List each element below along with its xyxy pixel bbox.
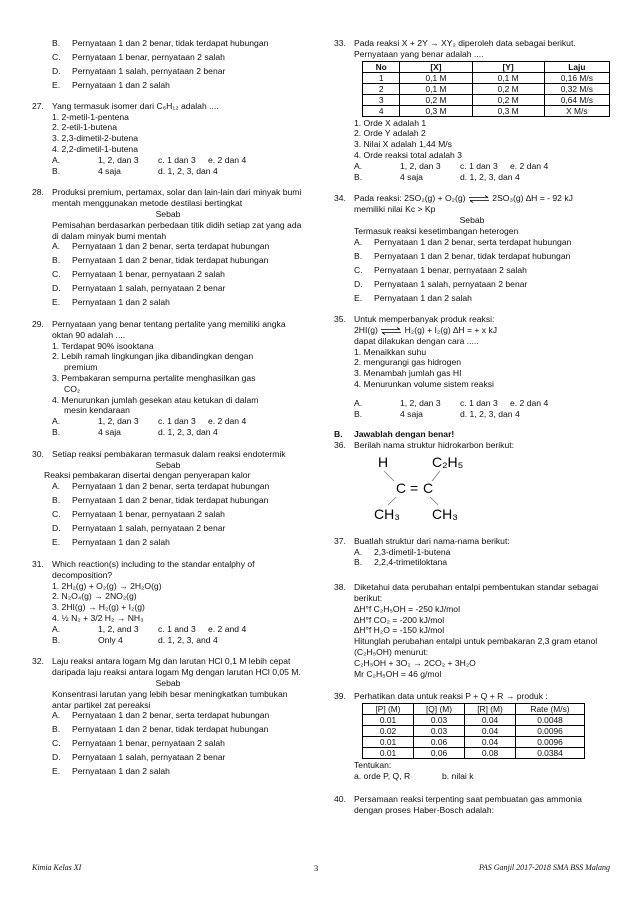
question-37: 37. Buatlah struktur dari nama-nama berikut: A. 2,3-dimetil-1-butena B. 2,2,4-trimetiloktana [334, 535, 510, 568]
rate-table-39: [P] (M) [Q] (M) [R] (M) Rate (M/s) 0.01 0.03 0.04 0.0048 0.02 0.03 0.04 0.0096 0.01 0.06 0.04 0.0096 0.01 0.06 0.08 0.0384 [362, 703, 585, 759]
structure-h: H [378, 454, 389, 471]
footer-right: PAS Ganjil 2017-2018 SMA BSS Malang [478, 863, 610, 872]
question-30: 30. Setiap reaksi pembakaran termasuk dalam reaksi endotermik Sebab Reaksi pembakaran disertai dengan penyerapan kalor A. Pernyataan 1 dan 2 benar, serta terdapat hubungan B. Pernyataan 1 dan 2 benar, tidak terdapat hubungan C. Pernyataan 1 benar, pernyataan 2 salah D. Pernyataan 1 salah, pernyataan 2 benar E. Pernyataan 1 dan 2 salah [32, 448, 286, 548]
structure-c-left: C [396, 480, 407, 497]
structure-double-bond: = [410, 480, 419, 497]
structure-c2h5: C₂H₅ [432, 454, 464, 471]
question-31: 31. Which reaction(s) including to the standar entalphy of decomposition? 1. 2H₂(g) + O₂(g) → 2H₂O(g) 2. N₂O₄(g) → 2NO₂(g) 3. 2HI(g) → H₂(g) + I₂(g) 4. ½ N₂ + 3/2 H₂ → NH₃ A. 1, 2, and 3 c. 1 and 3 e. 2 and 4 B. Only 4 d. 1, 2, 3, and 4 [32, 558, 255, 645]
question-39: 39. Perhatikan data untuk reaksi P + Q + R → produk : [P] (M) [Q] (M) [R] (M) Rate (M/s) 0.01 0.03 0.04 0.0048 0.02 0.03 0.04 0.0096 0.01 0.06 0.04 0.0096 0.01 0.06 0.08 0.0384 Tentukan: a. orde P, Q, R b. nilai k [334, 691, 610, 781]
question-27: 27. Yang termasuk isomer dari C₆H₁₂ adalah .... 1. 2-metil-1-pentena 2. 2-etil-1-butena 3. 2,3-dimetil-2-butena 4. 2,2-dimetil-1-butena A. 1, 2, dan 3 c. 1 dan 3 e. 2 dan 4 B. 4 saja d. 1, 2, 3, dan 4 [32, 101, 304, 177]
structure-c-right: C [423, 480, 434, 497]
question-38: 38. Diketahui data perubahan entalpi pembentukan standar sebagai berikut: ∆H°f C₂H₅OH = -250 kJ/mol ∆H°f CO₂ = -200 kJ/mol ∆H°f H₂O = -150 kJ/mol Hitunglah perubahan entalpi untuk pembakaran 2,3 gram etanol (C₂H₅OH) menurut: C₂H₅OH + 3O₂ → 2CO₂ + 3H₂O Mr C₂H₅OH = 46 g/mol [334, 582, 599, 679]
question-40: 40. Persamaan reaksi terpenting saat pembuatan gas ammonia dengan proses Haber-Bosch adalah: [334, 793, 582, 815]
section-b-heading: B. Jawablah dengan benar! [334, 429, 455, 440]
bond-line [432, 471, 440, 481]
question-34: 34. Pada reaksi: 2SO₂(g) + O₂(g) 2SO₃(g) ∆H = - 92 kJ memiliki nilai Kc > Kp Sebab Termasuk reaksi kesetimbangan heterogen A. Pernyataan 1 dan 2 benar, serta terdapat hubungan B. Pernyataan 1 dan 2 benar, tidak terdapat hubungan C. Pernyataan 1 benar, pernyataan 2 salah D. Pernyataan 1 salah, pernyataan 2 benar E. Pernyataan 1 dan 2 salah [334, 193, 573, 303]
bond-line [430, 497, 438, 505]
answer-row-b: B. 4 saja d. 1, 2, 3, dan 4 [52, 165, 218, 176]
equilibrium-arrow-icon [380, 327, 402, 335]
right-column [334, 38, 610, 824]
question-26-tail: B. Pernyataan 1 dan 2 benar, tidak terdapat hubungan C. Pernyataan 1 benar, pernyataan 2 salah D. Pernyataan 1 salah, pernyataan 2 benar E. Pernyataan 1 dan 2 salah [52, 38, 269, 90]
left-column [32, 38, 304, 786]
hydrocarbon-structure [374, 453, 504, 523]
bond-line [384, 471, 394, 481]
answer-row-a: A. 1, 2, dan 3 c. 1 dan 3 e. 2 dan 4 [52, 154, 247, 165]
structure-ch3-right: CH₃ [432, 506, 458, 523]
question-36: 36. Berilah nama struktur hidrokarbon berikut: H C₂H₅ C = C CH₃ CH₃ [334, 440, 515, 523]
equilibrium-arrow-icon [468, 195, 490, 203]
question-28: 28. Produksi premium, pertamax, solar dan lain-lain dari minyak bumi mentah menggunakan metode destilasi bertingkat Sebab Pemisahan berdasarkan perbedaan titik didih setiap zat yang ada di dalam minyak bumi mentah A. Pernyataan 1 dan 2 benar, serta terdapat hubungan B. Pernyataan 1 dan 2 benar, tidak terdapat hubungan C. Pernyataan 1 benar, pernyataan 2 salah D. Pernyataan 1 salah, pernyataan 2 benar E. Pernyataan 1 dan 2 salah [32, 187, 302, 308]
question-33: 33. Pada reaksi X + 2Y → XY₂ diperoleh data sebagai berikut. Pernyataan yang benar adalah .... No [X] [Y] Laju 1 0,1 M 0,1 M 0,16 M/s 2 0,1 M 0,2 M 0,32 M/s 3 0,2 M 0,2 M 0,64 M/s 4 0,3 M 0,3 M X M/s 1. Orde X adalah 1 2. Orde Y adalah 2 3. Nilai X adalah 1,44 M/s 4. Orde reaksi total adalah 3 A. 1, 2, dan 3 c. 1 dan 3 e. 2 dan 4 B. 4 saja d. 1, 2, 3, dan 4 [334, 38, 610, 182]
page-number: 3 [314, 863, 319, 873]
bond-line [388, 497, 396, 505]
rate-table-33: No [X] [Y] Laju 1 0,1 M 0,1 M 0,16 M/s 2 0,1 M 0,2 M 0,32 M/s 3 0,2 M 0,2 M 0,64 M/s 4 0,3 M 0,3 M X M/s [362, 61, 610, 117]
question-32: 32. Laju reaksi antara logam Mg dan larutan HCl 0,1 M lebih cepat daripada laju reaksi antara logam Mg dengan larutan HCl 0,05 M. Sebab Konsentrasi larutan yang lebih besar meningkatkan tumbukan antar partikel zat pereaksi A. Pernyataan 1 dan 2 benar, serta terdapat hubungan B. Pernyataan 1 dan 2 benar, tidak terdapat hubungan C. Pernyataan 1 benar, pernyataan 2 salah D. Pernyataan 1 salah, pernyataan 2 benar E. Pernyataan 1 dan 2 salah [32, 656, 301, 777]
question-35: 35. Untuk memperbanyak produk reaksi: 2HI(g) H₂(g) + I₂(g) ∆H = + x kJ dapat dilakukan dengan cara ..... 1. Menaikkan suhu 2. mengurangi gas hidrogen 3. Menambah jumlah gas HI 4. Menurunkan volume sistem reaksi A. 1, 2, dan 3 c. 1 dan 3 e. 2 dan 4 B. 4 saja d. 1, 2, 3, dan 4 [334, 314, 549, 419]
structure-ch3-left: CH₃ [374, 506, 400, 523]
question-29: 29. Pernyataan yang benar tentang pertalite yang memiliki angka oktan 90 adalah .... 1. Terdapat 90% isooktana 2. Lebih ramah lingkungan jika dibandingkan dengan premium 3. Pembakaran sempurna pertalite menghasilkan gas CO₂ 4. Menurunkan jumlah gesekan atau ketukan di dalam mesin kendaraan A. 1, 2, dan 3 c. 1 dan 3 e. 2 dan 4 B. 4 saja d. 1, 2, 3, dan 4 [32, 319, 286, 438]
footer-left: Kimia Kelas XI [32, 863, 82, 872]
